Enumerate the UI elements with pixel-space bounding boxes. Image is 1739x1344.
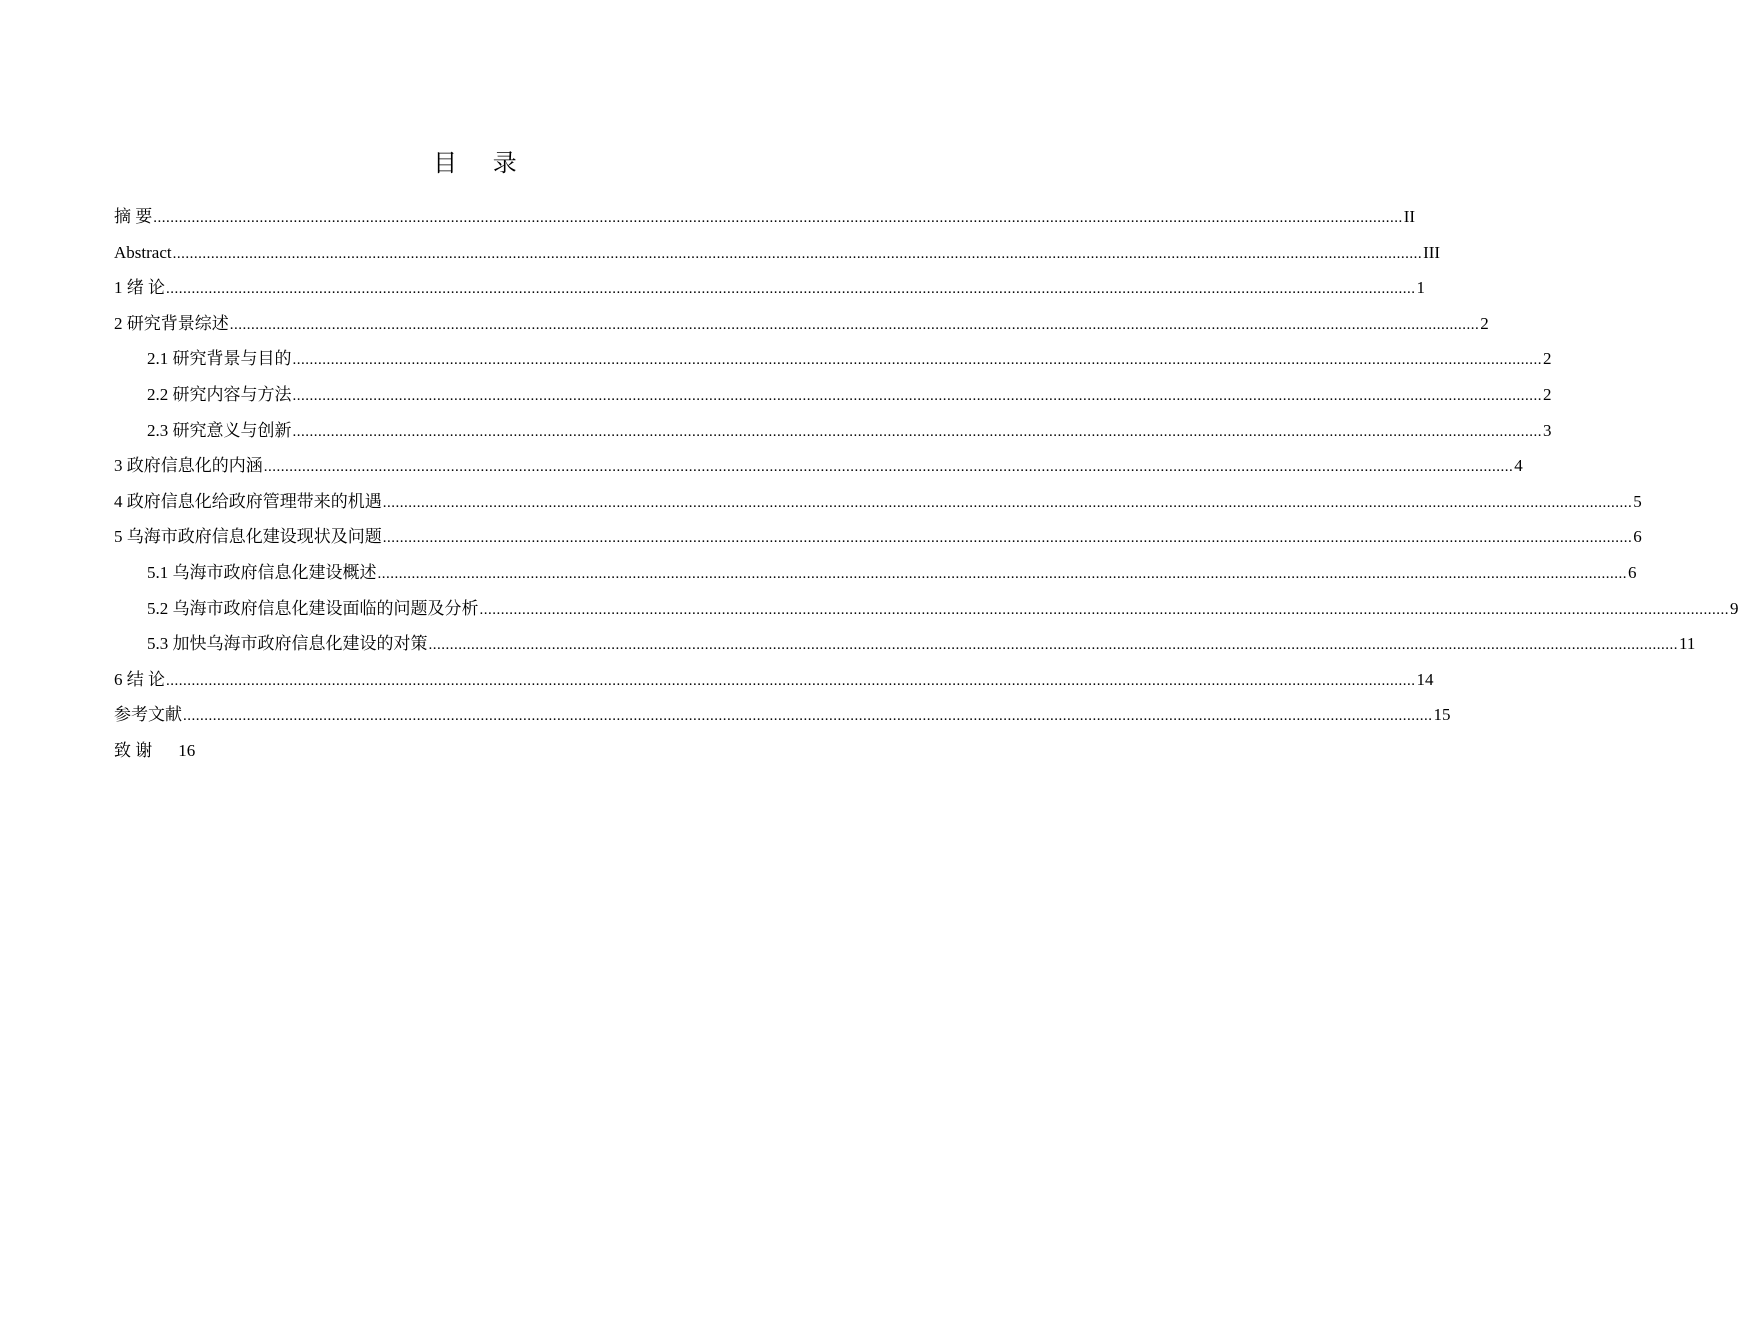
toc-dot-leader: ......................................................................................................................................................................................................................................................................................................	[377, 565, 1627, 582]
toc-entry-text: 5 乌海市政府信息化建设现状及问题	[114, 527, 382, 547]
toc-entry-chapter-5[interactable]	[114, 519, 1642, 555]
toc-entry-text: 2.1 研究背景与目的	[147, 349, 292, 369]
toc-dot-leader: ......................................................................................................................................................................................................................................................................................................	[153, 210, 1403, 226]
toc-page-number: 2	[1543, 349, 1552, 369]
toc-entry-text: 5.3 加快乌海市政府信息化建设的对策	[147, 634, 428, 654]
toc-dot-leader: ......................................................................................................................................................................................................................................................................................................	[479, 601, 1729, 618]
toc-entry-acknowledgements[interactable]	[114, 733, 860, 769]
toc-page-number: 6	[1633, 527, 1642, 547]
toc-dot-leader: ......................................................................................................................................................................................................................................................................................................	[382, 530, 1633, 547]
toc-entry-section-5-1[interactable]	[114, 555, 1637, 591]
toc-entry-chapter-6[interactable]	[114, 662, 1434, 698]
toc-dot-leader: ......................................................................................................................................................................................................................................................................................................	[229, 316, 1480, 333]
toc-entry-references[interactable]	[114, 697, 1451, 733]
toc-entry-text: 参考文献	[114, 705, 182, 725]
toc-dot-leader: ......................................................................................................................................................................................................................................................................................................	[263, 459, 1514, 476]
toc-page-number: 4	[1514, 456, 1523, 476]
toc-entry-chapter-2[interactable]	[114, 306, 1489, 342]
toc-entry-text: 摘 要	[114, 207, 153, 226]
toc-page-number: 14	[1416, 669, 1434, 689]
toc-entry-text: 2.3 研究意义与创新	[147, 420, 292, 440]
toc-entry-abstract-en[interactable]	[114, 235, 1441, 271]
toc-page-number: 9	[1730, 598, 1739, 618]
toc-entry-text: 3 政府信息化的内涵	[114, 456, 263, 476]
toc-entry-section-2-1[interactable]	[114, 341, 1552, 377]
toc-entry-text: 2 研究背景综述	[114, 313, 229, 333]
toc-entry-text: 5.2 乌海市政府信息化建设面临的问题及分析	[147, 598, 479, 618]
toc-entry-section-5-2[interactable]	[114, 591, 1739, 627]
toc-entry-abstract-cn[interactable]	[114, 199, 1416, 235]
toc-page-number: 5	[1633, 491, 1642, 511]
toc-page-number: 11	[1679, 634, 1696, 654]
toc-page-number: 2	[1480, 313, 1489, 333]
toc-page-number: 1	[1416, 278, 1425, 298]
toc-entry-text: 致 谢	[114, 740, 153, 760]
toc-dot-leader: ......................................................................................................................................................................................................................................................................................................	[292, 352, 1542, 369]
toc-dot-leader: ......................................................................................................................................................................................................................................................................................................	[292, 423, 1542, 440]
toc-entry-text: Abstract	[114, 242, 172, 262]
toc-entry-text: 2.2 研究内容与方法	[147, 384, 292, 404]
toc-entry-text: 5.1 乌海市政府信息化建设概述	[147, 562, 377, 582]
toc-entry-section-2-2[interactable]	[114, 377, 1552, 413]
toc-dot-leader: ......................................................................................................................................................................................................................................................................................................	[382, 494, 1633, 511]
toc-entry-section-5-3[interactable]	[114, 626, 1696, 662]
toc-page-number: 15	[1433, 705, 1451, 725]
toc-page-number: II	[1403, 207, 1416, 226]
toc-entry-chapter-3[interactable]	[114, 448, 1523, 484]
toc-dot-leader: ......................................................................................................................................................................................................................................................................................................	[292, 387, 1542, 404]
toc-dot-leader: ......................................................................................................................................................................................................................................................................................................	[172, 245, 1423, 262]
toc-entry-text: 1 绪 论	[114, 278, 165, 298]
toc-entry-text: 4 政府信息化给政府管理带来的机遇	[114, 491, 382, 511]
toc-page-number: 6	[1628, 562, 1637, 582]
toc-entry-chapter-1[interactable]	[114, 270, 1425, 306]
toc-dot-leader: ......................................................................................................................................................................................................................................................................................................	[166, 672, 1416, 689]
toc-dot-leader: ......................................................................................................................................................................................................................................................................................................	[166, 281, 1416, 298]
toc-page-number: 16	[178, 740, 196, 760]
toc-entry-section-2-3[interactable]	[114, 413, 1552, 449]
table-of-contents	[114, 199, 1739, 769]
toc-title: 目 录	[433, 149, 531, 177]
toc-page-number: 2	[1543, 384, 1552, 404]
toc-page-number: 3	[1543, 420, 1552, 440]
toc-page-number: III	[1423, 242, 1441, 262]
toc-entry-text: 6 结 论	[114, 669, 165, 689]
toc-dot-leader: ......................................................................................................................................................................................................................................................................................................	[428, 637, 1678, 654]
toc-entry-chapter-4[interactable]	[114, 484, 1642, 520]
toc-dot-leader: ......................................................................................................................................................................................................................................................................................................	[183, 708, 1433, 725]
